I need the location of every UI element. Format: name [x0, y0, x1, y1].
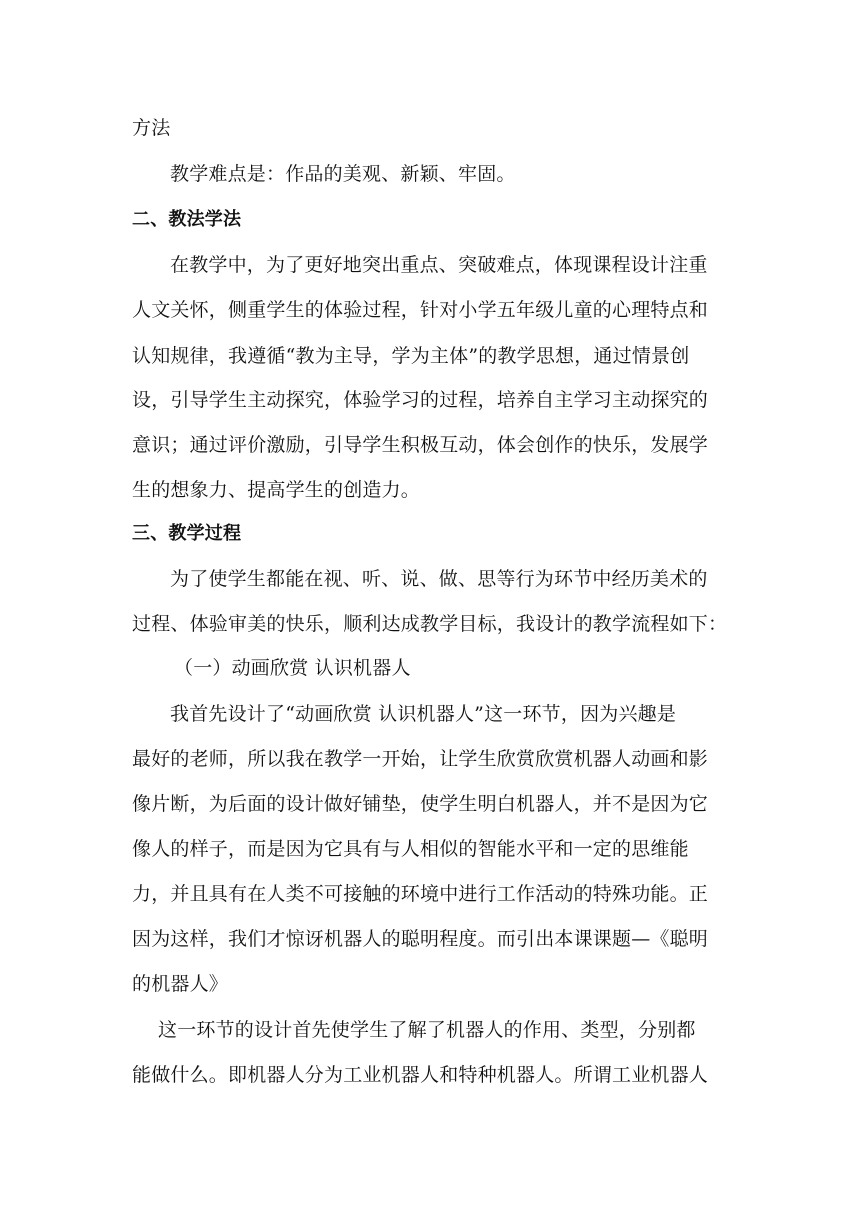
text-line: 认知规律，我遵循“教为主导，学为主体”的教学思想，通过情景创	[132, 345, 690, 367]
text-line: 过程、体验审美的快乐，顺利达成教学目标，我设计的教学流程如下：	[132, 613, 728, 635]
text-line: 像人的样子，而是因为它具有与人相似的智能水平和一定的思维能	[132, 838, 689, 860]
text-line: 生的想象力、提高学生的创造力。	[132, 479, 421, 501]
text-line: 这一环节的设计首先使学生了解了机器人的作用、类型，分别都	[158, 1019, 696, 1041]
text-line: 在教学中，为了更好地突出重点、突破难点，体现课程设计注重	[170, 254, 708, 276]
text-line: 教学难点是：作品的美观、新颖、牢固。	[170, 163, 516, 185]
section-heading: 三、教学过程	[132, 523, 242, 544]
text-line: 为了使学生都能在视、听、说、做、思等行为环节中经历美术的	[170, 568, 708, 590]
section-heading: 二、教法学法	[132, 209, 242, 230]
subsection-heading: （一）动画欣赏 认识机器人	[174, 657, 411, 679]
text-line: 的机器人》	[132, 973, 229, 995]
text-line: 我首先设计了“动画欣赏 认识机器人”这一环节，因为兴趣是	[170, 703, 677, 725]
text-line: 力，并且具有在人类不可接触的环境中进行工作活动的特殊功能。正	[132, 883, 709, 905]
text-line: 方法	[132, 117, 171, 139]
text-line: 像片断，为后面的设计做好铺垫，使学生明白机器人，并不是因为它	[132, 793, 709, 815]
text-line: 人文关怀，侧重学生的体验过程，针对小学五年级儿童的心理特点和	[132, 299, 709, 321]
text-line: 最好的老师，所以我在教学一开始，让学生欣赏欣赏机器人动画和影	[132, 748, 709, 770]
text-line: 设，引导学生主动探究，体验学习的过程，培养自主学习主动探究的	[132, 389, 709, 411]
text-line: 能做什么。即机器人分为工业机器人和特种机器人。所谓工业机器人	[132, 1064, 709, 1086]
text-line: 因为这样，我们才惊讶机器人的聪明程度。而引出本课课题—《聪明	[132, 928, 709, 950]
text-line: 意识；通过评价激励，引导学生积极互动，体会创作的快乐，发展学	[132, 434, 709, 456]
